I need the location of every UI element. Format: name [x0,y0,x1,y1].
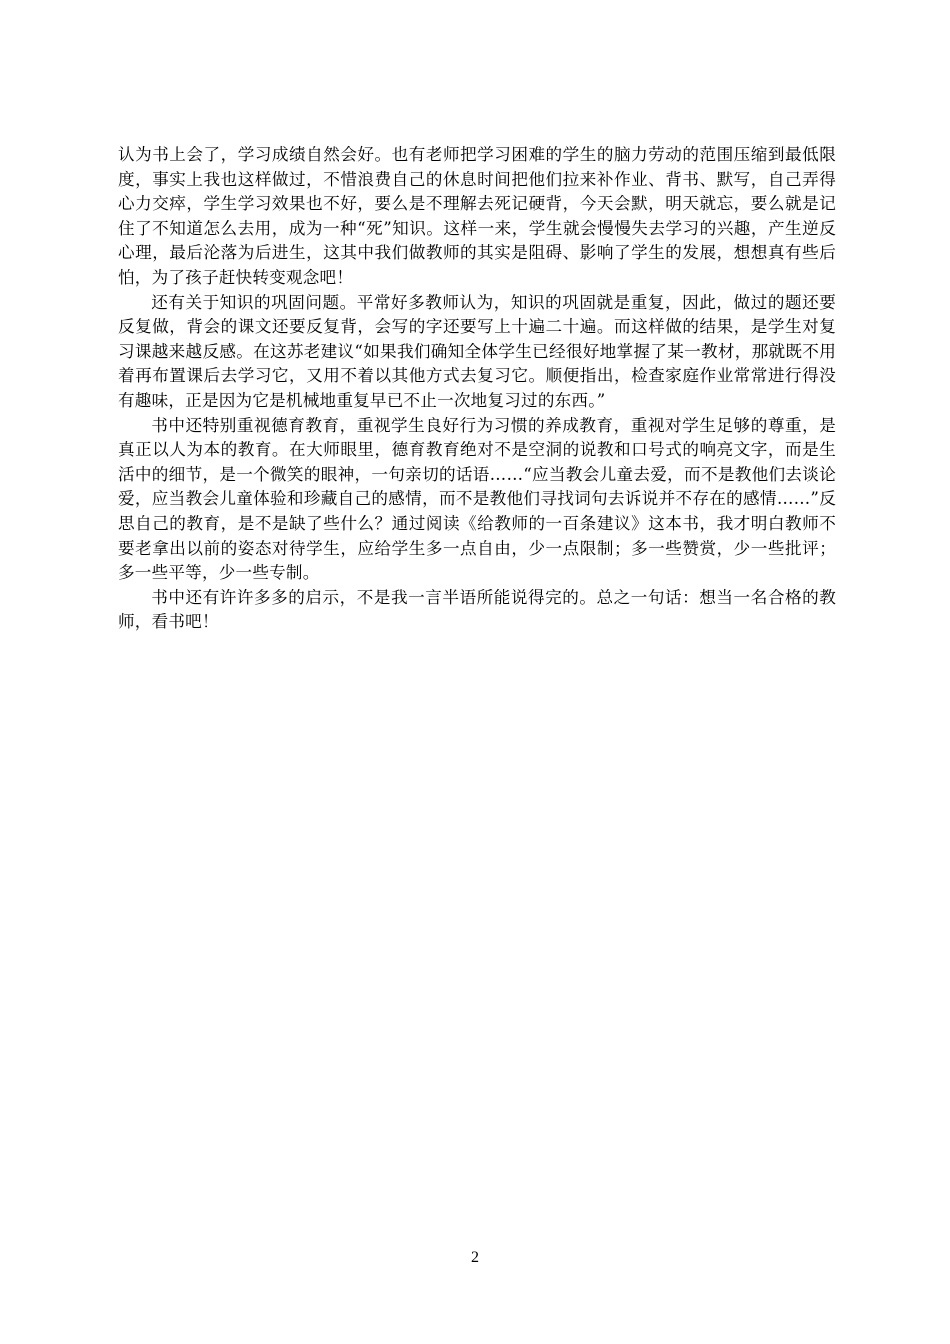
page-number: 2 [471,1249,479,1266]
paragraph-1: 认为书上会了，学习成绩自然会好。也有老师把学习困难的学生的脑力劳动的范围压缩到最低限度，事实上我也这样做过，不惜浪费自己的休息时间把他们拉来补作业、背书、默写，自己弄得心力交瘁，学生学习效果也不好，要么是不理解去死记硬背，今天会默，明天就忘，要么就是记住了不知道怎么去用，成为一种“死”知识。这样一来，学生就会慢慢失去学习的兴趣，产生逆反心理，最后沦落为后进生，这其中我们做教师的其实是阻碍、影响了学生的发展，想想真有些后怕，为了孩子赶快转变观念吧！ [118,145,836,287]
body-text [118,143,836,635]
paragraph-2: 还有关于知识的巩固问题。平常好多教师认为，知识的巩固就是重复，因此，做过的题还要反复做，背会的课文还要反复背，会写的字还要写上十遍二十遍。而这样做的结果，是学生对复习课越来越反感。在这苏老建议“如果我们确知全体学生已经很好地掌握了某一教材，那就既不用着再布置课后去学习它，又用不着以其他方式去复习它。顺便指出，检查家庭作业常常进行得没有趣味，正是因为它是机械地重复早已不止一次地复习过的东西。” [118,292,836,410]
paragraph-4: 书中还有许许多多的启示，不是我一言半语所能说得完的。总之一句话：想当一名合格的教师，看书吧！ [118,587,836,632]
paragraph-3: 书中还特别重视德育教育，重视学生良好行为习惯的养成教育，重视对学生足够的尊重，是真正以人为本的教育。在大师眼里，德育教育绝对不是空洞的说教和口号式的响亮文字，而是生活中的细节，是一个微笑的眼神，一句亲切的话语……“应当教会儿童去爱，而不是教他们去谈论爱，应当教会儿童体验和珍藏自己的感情，而不是教他们寻找词句去诉说并不存在的感情……”反思自己的教育，是不是缺了些什么？通过阅读《给教师的一百条建议》这本书，我才明白教师不要老拿出以前的姿态对待学生，应给学生多一点自由，少一点限制；多一些赞赏，少一些批评；多一些平等，少一些专制。 [118,415,836,583]
